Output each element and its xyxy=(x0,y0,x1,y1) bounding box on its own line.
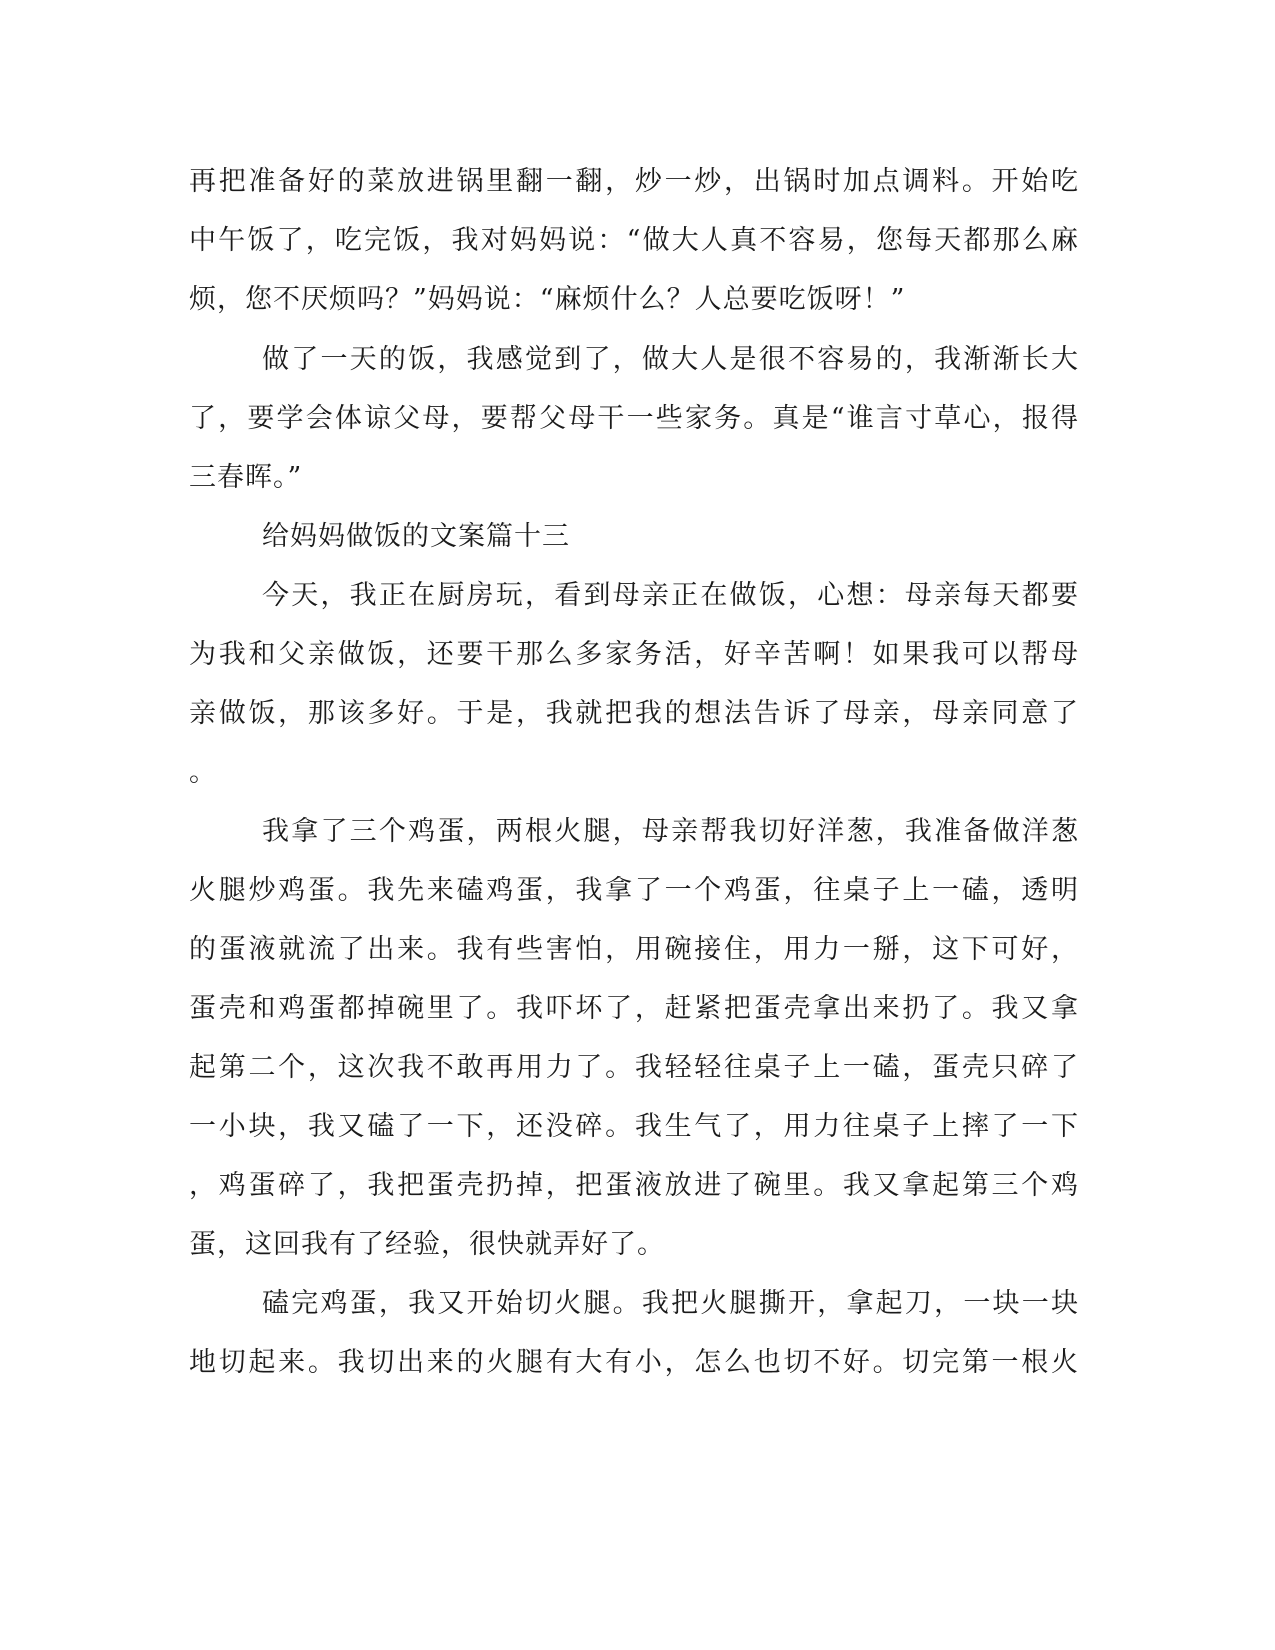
text-line: 地切起来。我切出来的火腿有大有小，怎么也切不好。切完第一根火 xyxy=(189,1347,1079,1378)
text-line: 蛋壳和鸡蛋都掉碗里了。我吓坏了，赶紧把蛋壳拿出来扔了。我又拿 xyxy=(189,993,1079,1024)
text-line: 再把准备好的菜放进锅里翻一翻，炒一炒，出锅时加点调料。开始吃 xyxy=(189,166,1079,197)
text-line: 火腿炒鸡蛋。我先来磕鸡蛋，我拿了一个鸡蛋，往桌子上一磕，透明 xyxy=(189,875,1079,906)
text-line: 三春晖。” xyxy=(189,462,303,493)
text-line: 亲做饭，那该多好。于是，我就把我的想法告诉了母亲，母亲同意了 xyxy=(189,698,1079,729)
text-line: 。 xyxy=(189,757,217,788)
text-line: 一小块，我又磕了一下，还没碎。我生气了，用力往桌子上摔了一下 xyxy=(189,1111,1079,1142)
paragraph-first-line: 今天，我正在厨房玩，看到母亲正在做饭，心想：母亲每天都要 xyxy=(262,580,1079,611)
text-line: 烦，您不厌烦吗？”妈妈说：“麻烦什么？人总要吃饭呀！” xyxy=(189,284,906,315)
text-line: 蛋，这回我有了经验，很快就弄好了。 xyxy=(189,1229,665,1260)
paragraph-first-line: 做了一天的饭，我感觉到了，做大人是很不容易的，我渐渐长大 xyxy=(262,344,1079,375)
text-line: ，鸡蛋碎了，我把蛋壳扔掉，把蛋液放进了碗里。我又拿起第三个鸡 xyxy=(189,1170,1079,1201)
text-line: 为我和父亲做饭，还要干那么多家务活，好辛苦啊！如果我可以帮母 xyxy=(189,639,1079,670)
paragraph-first-line: 磕完鸡蛋，我又开始切火腿。我把火腿撕开，拿起刀，一块一块 xyxy=(262,1288,1079,1319)
section-heading: 给妈妈做饭的文案篇十三 xyxy=(262,521,570,552)
text-line: 起第二个，这次我不敢再用力了。我轻轻往桌子上一磕，蛋壳只碎了 xyxy=(189,1052,1079,1083)
text-line: 了，要学会体谅父母，要帮父母干一些家务。真是“谁言寸草心，报得 xyxy=(189,403,1079,434)
paragraph-first-line: 我拿了三个鸡蛋，两根火腿，母亲帮我切好洋葱，我准备做洋葱 xyxy=(262,816,1079,847)
text-line: 的蛋液就流了出来。我有些害怕，用碗接住，用力一掰，这下可好， xyxy=(189,934,1079,965)
text-line: 中午饭了，吃完饭，我对妈妈说：“做大人真不容易，您每天都那么麻 xyxy=(189,225,1079,256)
